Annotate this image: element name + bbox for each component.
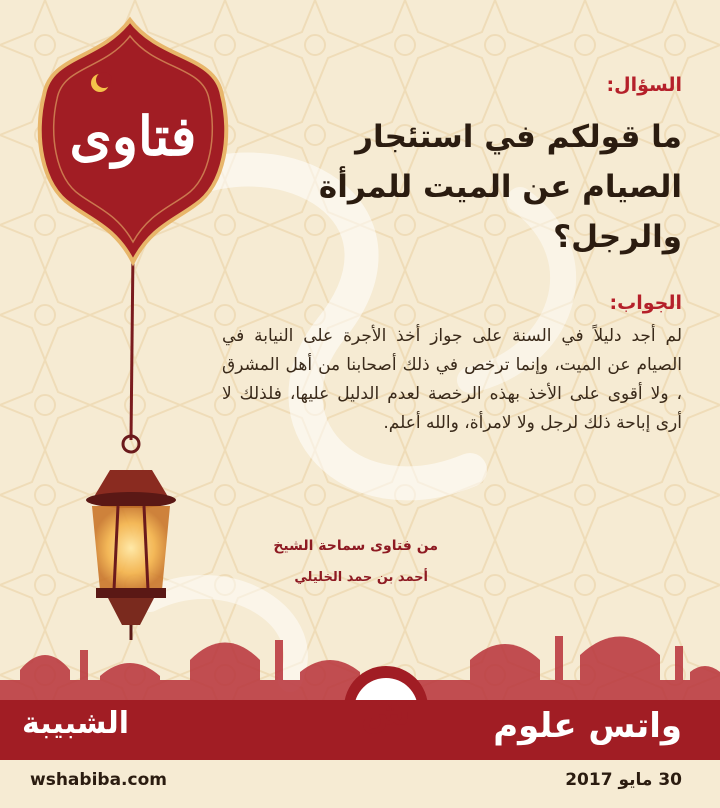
source-line-2: أحمد بن حمد الخليلي [294,570,428,585]
answer-text: لم أجد دليلاً في السنة على جواز أخذ الأجرة على النيابة في الصيام عن الميت، وإنما ترخص في ذلك أصحابنا من أهل المشرق ، ولا أقوى على الأخذ بهذه الرخصة لعدم الدليل عليها، فلذلك لا أرى إباحة ذلك لرجل ولا لامرأة، والله أعلم. [222,326,682,433]
website-link[interactable]: wshabiba.com [30,770,167,790]
section-title: واتس علوم [493,706,682,746]
brand-logo: الشبيبة [22,706,130,741]
question-text: ما قولكم في استئجار الصيام عن الميت للمرأة والرجل؟ [318,119,682,255]
source-line-1: من فتاوى سماحة الشيخ [273,538,438,554]
answer-label: الجواب: [609,292,682,314]
badge-title: فتاوى [69,104,197,168]
bubble-glyph: ش [361,693,411,734]
question-label: السؤال: [606,74,682,96]
publish-date: 30 مايو 2017 [565,770,682,790]
